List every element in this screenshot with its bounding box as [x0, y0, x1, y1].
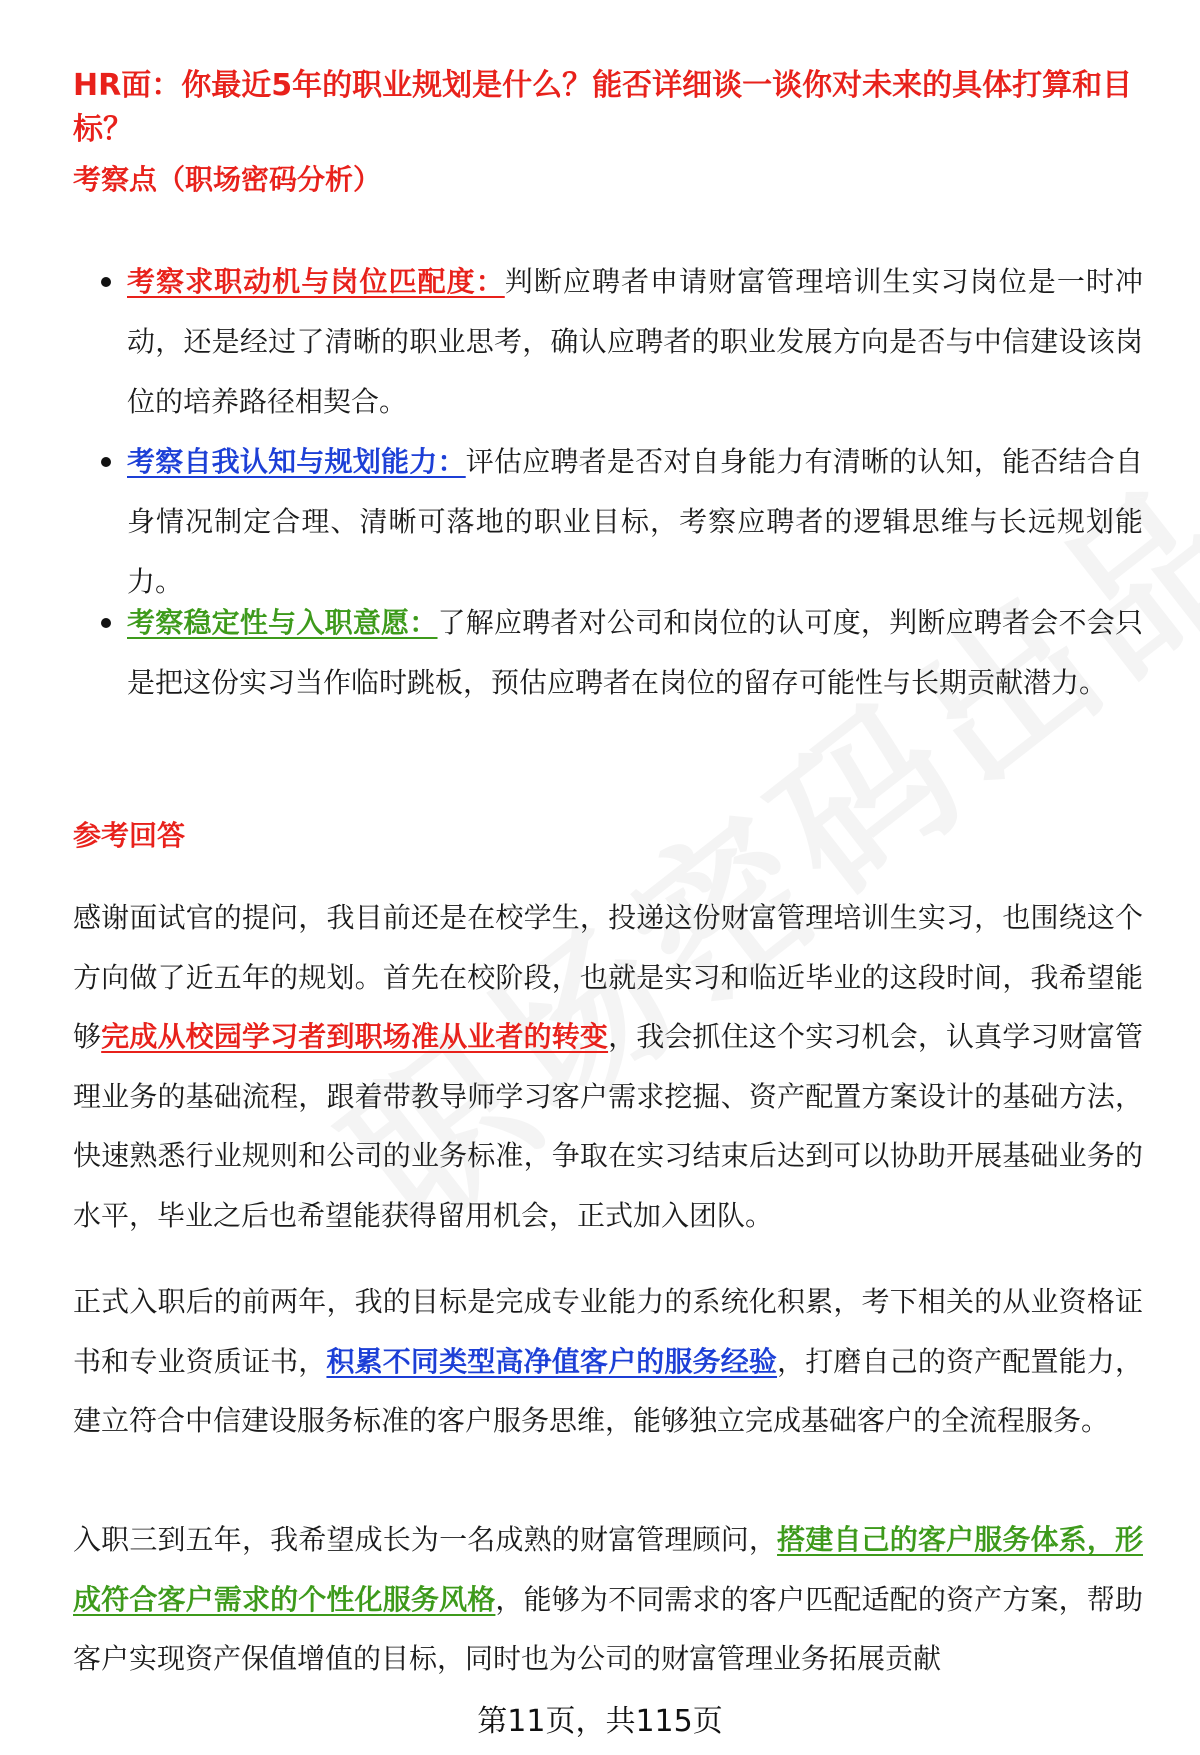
bullet-icon — [101, 457, 111, 467]
page-number: 第11页，共115页 — [477, 1704, 723, 1739]
answer-text: ，打磨自己的资产配置能力，建立符合中信建设服务标准的客户服务思维，能够独立完成基础客户的全流程服务。 — [73, 1344, 1143, 1437]
answer-highlight: 积累不同类型高净值客户的服务经验 — [326, 1344, 778, 1378]
question-title: HR面：你最近5年的职业规划是什么？能否详细谈一谈你对未来的具体打算和目标？ — [73, 68, 1133, 147]
list-item — [73, 432, 1143, 598]
point-text: 评估应聘者是否对自身能力有清晰的认知，能否结合自身情况制定合理、清晰可落地的职业目标，考察应聘者的逻辑思维与长远规划能力。 — [127, 445, 1143, 598]
answer-paragraph-1 — [73, 888, 1143, 1245]
answer-text: ，我会抓住这个实习机会，认真学习财富管理业务的基础流程，跟着带教导师学习客户需求挖掘、资产配置方案设计的基础方法，快速熟悉行业规则和公司的业务标准，争取在实习结束后达到可以协助开展基础业务的水平，毕业之后也希望能获得留用机会，正式加入团队。 — [73, 1020, 1143, 1232]
answer-text: 感谢面试官的提问，我目前还是在校学生，投递这份财富管理培训生实习，也围绕这个方向做了近五年的规划。首先在校阶段，也就是实习和临近毕业的这段时间，我希望能够 — [73, 901, 1143, 1053]
answer-text: ，能够为不同需求的客户匹配适配的资产方案，帮助客户实现资产保值增值的目标，同时也为公司的财富管理业务拓展贡献 — [73, 1582, 1143, 1675]
answer-paragraph-3 — [73, 1510, 1143, 1689]
point-text: 了解应聘者对公司和岗位的认可度，判断应聘者会不会只是把这份实习当作临时跳板，预估应聘者在岗位的留存可能性与长期贡献潜力。 — [127, 606, 1143, 699]
bullet-icon — [101, 618, 111, 628]
answer-paragraph-2 — [73, 1272, 1143, 1451]
analysis-heading: 考察点（职场密码分析） — [73, 163, 382, 196]
bullet-icon — [101, 277, 111, 287]
analysis-points-list — [73, 252, 1143, 773]
point-keyword: 考察求职动机与岗位匹配度： — [127, 265, 505, 298]
answer-text: 入职三到五年，我希望成长为一名成熟的财富管理顾问， — [73, 1523, 778, 1556]
list-item — [73, 252, 1143, 432]
answer-heading: 参考回答 — [73, 819, 186, 852]
point-keyword: 考察稳定性与入职意愿： — [127, 606, 438, 639]
point-keyword: 考察自我认知与规划能力： — [127, 445, 466, 478]
point-text: 判断应聘者申请财富管理培训生实习岗位是一时冲动，还是经过了清晰的职业思考，确认应聘者的职业发展方向是否与中信建设该岗位的培养路径相契合。 — [127, 265, 1143, 418]
answer-highlight: 搭建自己的客户服务体系，形成符合客户需求的个性化服务风格 — [73, 1523, 1143, 1616]
answer-highlight: 完成从校园学习者到职场准从业者的转变 — [101, 1020, 609, 1053]
list-item — [73, 593, 1143, 773]
answer-text: 正式入职后的前两年，我的目标是完成专业能力的系统化积累，考下相关的从业资格证书和专业资质证书， — [73, 1285, 1143, 1378]
